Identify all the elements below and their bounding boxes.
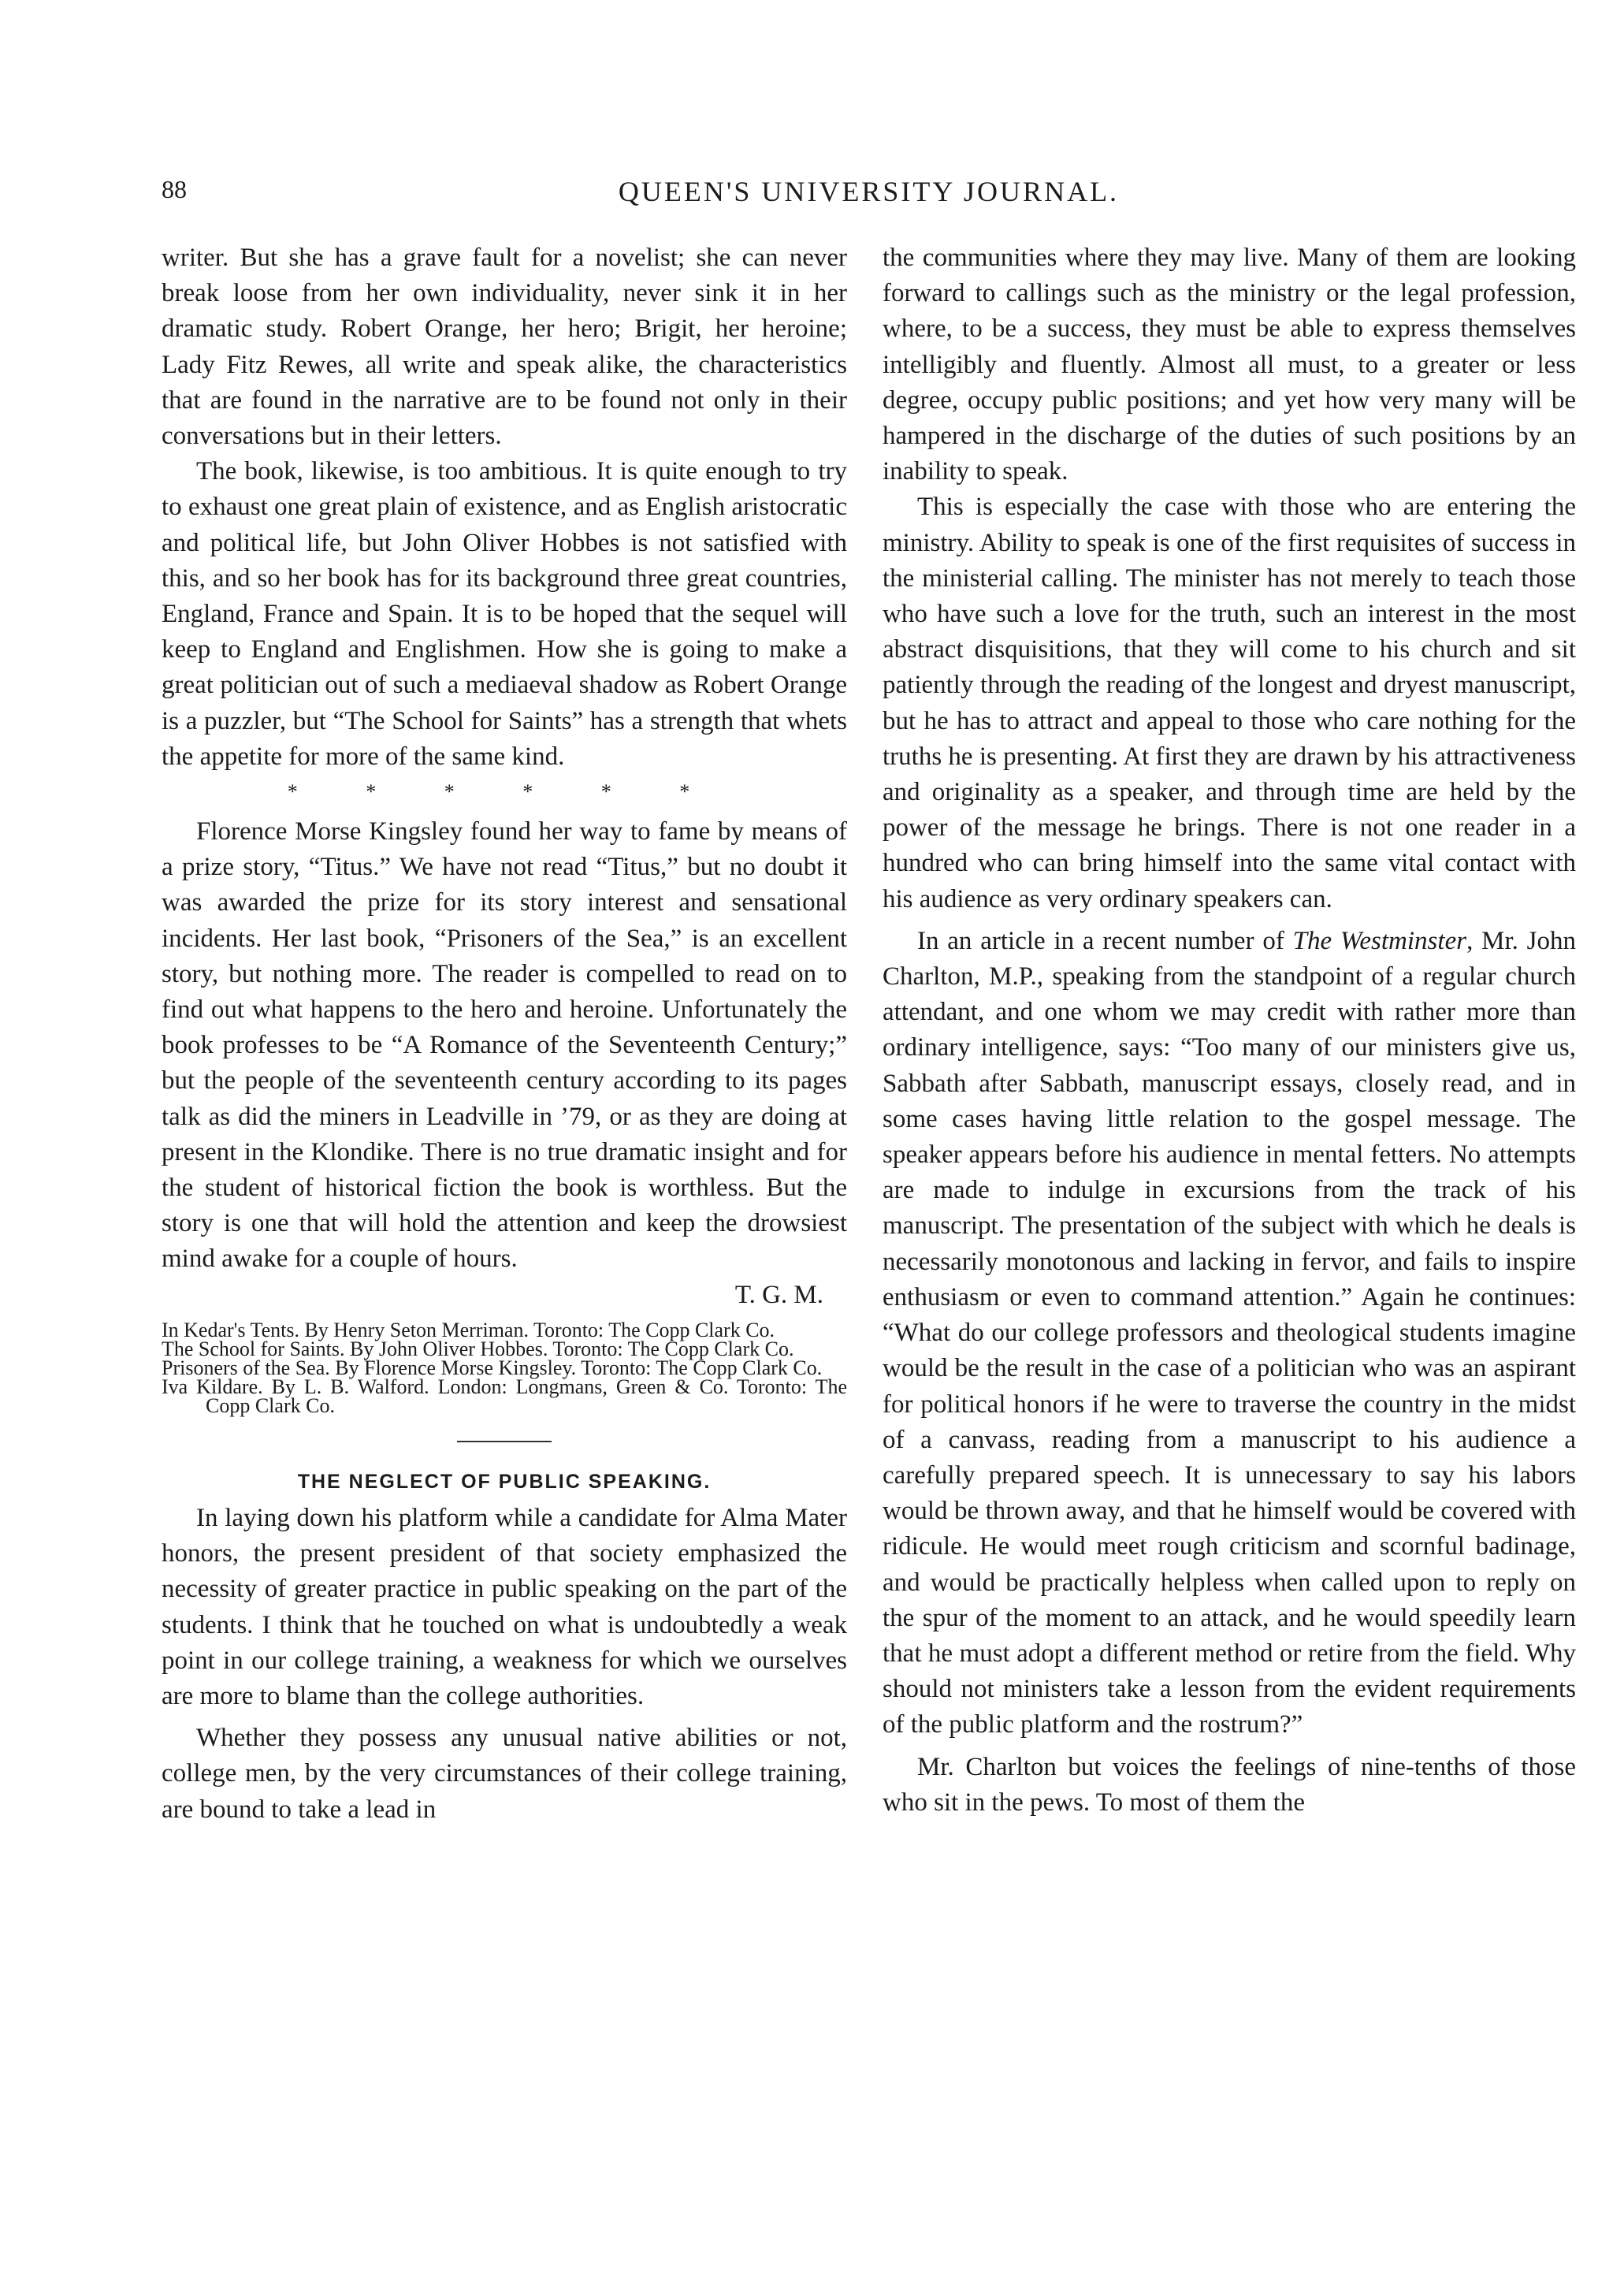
article-paragraph-2: Whether they possess any unusual native abilities or not, college men, by the very circumstances of their college training, are bound to take a lead in — [162, 1724, 847, 1824]
review-paragraph-3: Florence Morse Kingsley found her way to fame by means of a prize story, “Titus.” We have not read “Titus,” but no doubt it was awarded the prize for its story interest and sensational incidents. Her last book, “Prisoners of the Sea,” is an excellent story, but nothing more. The reader is compelled to read on to find out what happens to the hero and heroine. Unfortunately the book professes to be “A Romance of the Seventeenth Century;” but the people of the seventeenth century according to its pages talk as did the miners in Leadville in ’79, or as they are doing at present in the Klondike. There is no true dramatic insight and for the student of historical fiction the book is worthless. But the story is one that will hold the attention and keep the drowsiest mind awake for a couple of hours. — [162, 817, 847, 1274]
quote-body: , Mr. John Charlton, M.P., speaking from the standpoint of a regular church attendant, and one whom we may credit with rather more than ordinary intelligence, says: “Too many of our ministers give us, Sabbath after Sabbath, manuscript essays, closely read, and in some cases having little relation to the gospel message. The speaker appears before his audience in mental fetters. No attempts are made to indulge in excursions from the track of his manuscript. The presentation of the subject with which he deals is necessarily monotonous and lacking in fervor, and fails to inspire enthusiasm or even to command attention.” Again he continues: “What do our college professors and theological students imagine would be the result in the case of a politician who was an aspirant for political honors if he were to traverse the country in the midst of a canvass, reading from a manuscript to his audience a carefully prepared speech. It is unnecessary to say his labors would be thrown away, and that he himself would be covered with ridicule. He would meet rough criticism and scornful badinage, and would be practically helpless when called upon to reply on the spur of the moment to an attack, and he would speedily learn that he must adopt a different method or retire from the field. Why should not ministers take a lesson from the evident requirements of the public platform and the rostrum?” — [883, 926, 1577, 1739]
section-rule — [457, 1441, 552, 1442]
left-column — [162, 240, 847, 1828]
article-paragraph-1: In laying down his platform while a candidate for Alma Mater honors, the present president of that society emphasized the necessity of greater practice in public speaking on the part of the students. I think that he touched on what is undoubtedly a weak point in our college training, a weakness for which we ourselves are more to blame than the college authorities. — [162, 1503, 847, 1710]
review-paragraph-1: writer. But she has a grave fault for a novelist; she can never break loose from her own individuality, never sink it in her dramatic study. Robert Orange, her hero; Brigit, her heroine; Lady Fitz Rewes, all write and speak alike, the characteristics that are found in the narrative are to be found not only in their conversations but in their letters. — [162, 244, 847, 451]
book-list — [162, 1318, 847, 1417]
page-number: 88 — [162, 175, 187, 203]
article-paragraph-4: This is especially the case with those who are entering the ministry. Ability to speak is one of the first requisites of success in the ministerial calling. The minister has not merely to teach those who have such a love for the truth, such an interest in the most abstract disquisitions, that they will come to his church and sit patiently through the reading of the longest and dryest manuscript, but he has to attract and appeal to those who care nothing for the truths he is presenting. At first they are drawn by his attractiveness and originality as a speaker, and through time are held by the power of the message he brings. There is not one reader in a hundred who can bring himself into the same vital contact with his audience as very ordinary speakers can. — [883, 493, 1576, 913]
article-paragraph-6: Mr. Charlton but voices the feelings of nine-tenths of those who sit in the pews. To most of them the — [883, 1752, 1576, 1817]
book-entry: Iva Kildare. By L. B. Walford. London: Longmans, Green & Co. Toronto: The Copp Clark Co. — [162, 1375, 847, 1417]
author-signature: T. G. M. — [734, 1280, 823, 1309]
page-header — [162, 175, 1576, 214]
quote-intro: In an article in a recent number of — [917, 926, 1293, 955]
right-column — [883, 240, 1576, 1821]
publication-title: The Westminster — [1292, 926, 1467, 955]
article-paragraph-5 — [883, 924, 1576, 1743]
article-paragraph-3: the communities where they may live. Many of them are looking forward to callings such as the ministry or the legal profession, where, to be a success, they must be able to express themselves intelligibly and fluently. Almost all must, to a greater or less degree, occupy public positions; and yet how very many will be hampered in the discharge of the duties of such positions by an inability to speak. — [883, 244, 1576, 486]
review-paragraph-2: The book, likewise, is too ambitious. It is quite enough to try to exhaust one great plain of existence, and as English aristocratic and political life, but John Oliver Hobbes is not satisfied with this, and so her book has for its background three great countries, England, France and Spain. It is to be hoped that the sequel will keep to England and Englishmen. How she is going to make a great politician out of such a mediaeval shadow as Robert Orange is a puzzler, but “The School for Saints” has a strength that whets the appetite for more of the same kind. — [162, 457, 847, 771]
running-title: QUEEN'S UNIVERSITY JOURNAL. — [618, 176, 1120, 207]
book-entry: The School for Saints. By John Oliver Hobbes. Toronto: The Copp Clark Co. — [162, 1337, 794, 1360]
book-entry: In Kedar's Tents. By Henry Seton Merriman. Toronto: The Copp Clark Co. — [162, 1318, 775, 1341]
book-entry: Prisoners of the Sea. By Florence Morse Kingsley. Toronto: The Copp Clark Co. — [162, 1356, 823, 1379]
section-separator: * * * * * * — [287, 780, 722, 804]
section-title: THE NEGLECT OF PUBLIC SPEAKING. — [297, 1470, 712, 1493]
